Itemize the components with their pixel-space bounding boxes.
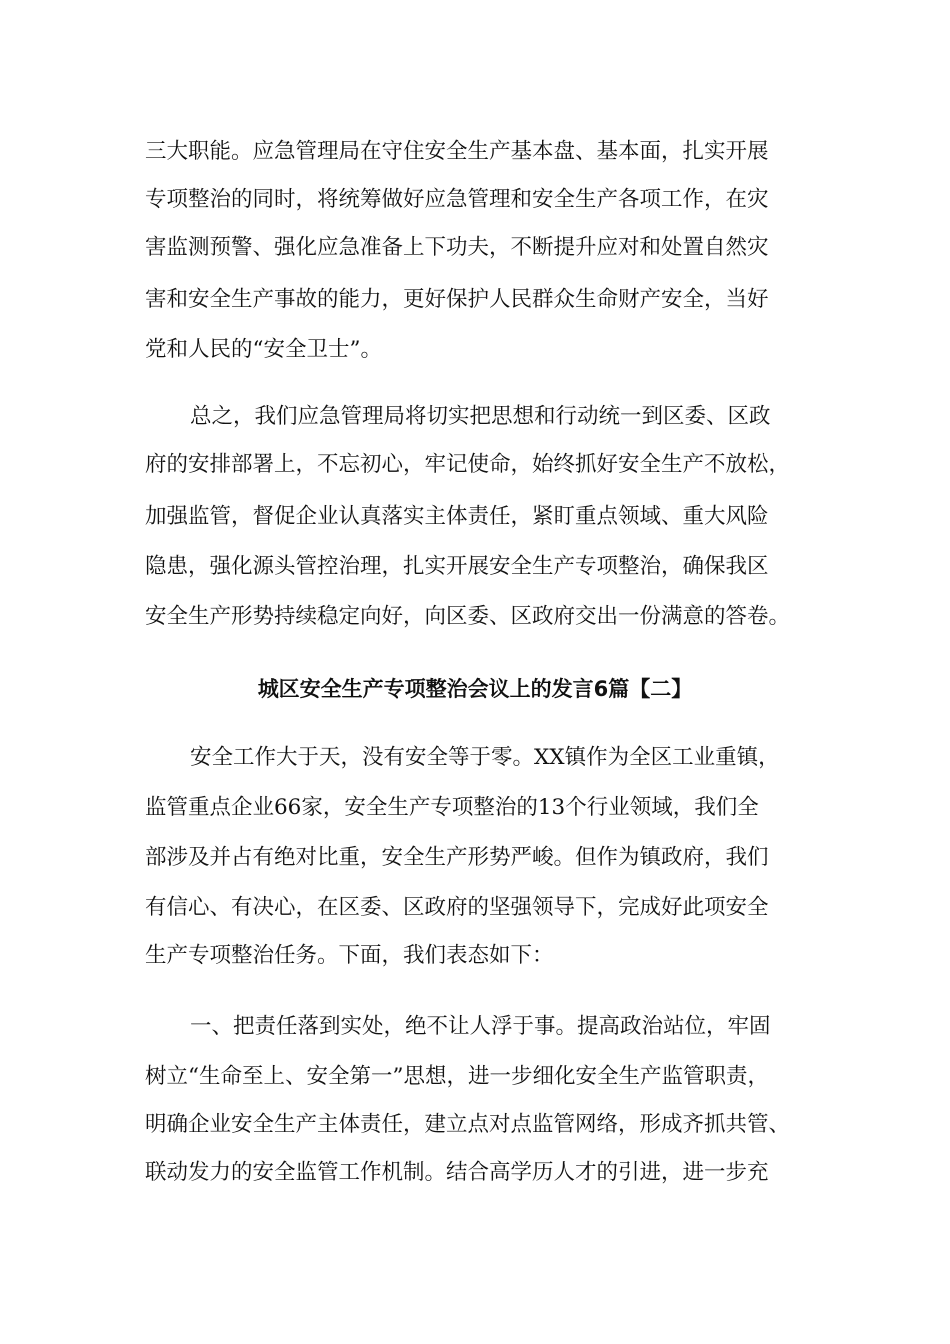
paragraph-line: 生产专项整治任务。下面，我们表态如下：: [145, 943, 554, 968]
paragraph-line: 部涉及并占有绝对比重，安全生产形势严峻。但作为镇政府，我们: [145, 845, 769, 870]
paragraph-line: 监管重点企业66家，安全生产专项整治的13个行业领域，我们全: [145, 795, 759, 820]
section-heading: 城区安全生产专项整治会议上的发言6篇【二】: [257, 677, 693, 701]
paragraph-line: 总之，我们应急管理局将切实把思想和行动统一到区委、区政: [190, 404, 771, 429]
paragraph-line: 三大职能。应急管理局在守住安全生产基本盘、基本面，扎实开展: [145, 139, 769, 164]
paragraph-line: 害和安全生产事故的能力，更好保护人民群众生命财产安全，当好: [145, 287, 769, 312]
paragraph-line: 府的安排部署上，不忘初心，牢记使命，始终抓好安全生产不放松，: [145, 452, 791, 477]
paragraph-line: 联动发力的安全监管工作机制。结合高学历人才的引进，进一步充: [145, 1160, 769, 1185]
paragraph-line: 有信心、有决心，在区委、区政府的坚强领导下，完成好此项安全: [145, 895, 769, 920]
paragraph-line: 专项整治的同时，将统筹做好应急管理和安全生产各项工作，在灾: [145, 187, 769, 212]
paragraph-line: 一、把责任落到实处，绝不让人浮于事。提高政治站位，牢固: [190, 1014, 771, 1039]
paragraph-line: 党和人民的“安全卫士”。: [145, 337, 382, 362]
paragraph-line: 害监测预警、强化应急准备上下功夫，不断提升应对和处置自然灾: [145, 235, 769, 260]
paragraph-line: 加强监管，督促企业认真落实主体责任，紧盯重点领域、重大风险: [145, 504, 769, 529]
paragraph-line: 安全工作大于天，没有安全等于零。XX镇作为全区工业重镇，: [190, 745, 780, 770]
paragraph-line: 隐患，强化源头管控治理，扎实开展安全生产专项整治，确保我区: [145, 554, 769, 579]
paragraph-line: 安全生产形势持续稳定向好，向区委、区政府交出一份满意的答卷。: [145, 604, 791, 629]
paragraph-line: 明确企业安全生产主体责任，建立点对点监管网络，形成齐抓共管、: [145, 1112, 791, 1137]
paragraph-line: 树立“生命至上、安全第一”思想，进一步细化安全生产监管职责，: [145, 1064, 769, 1089]
